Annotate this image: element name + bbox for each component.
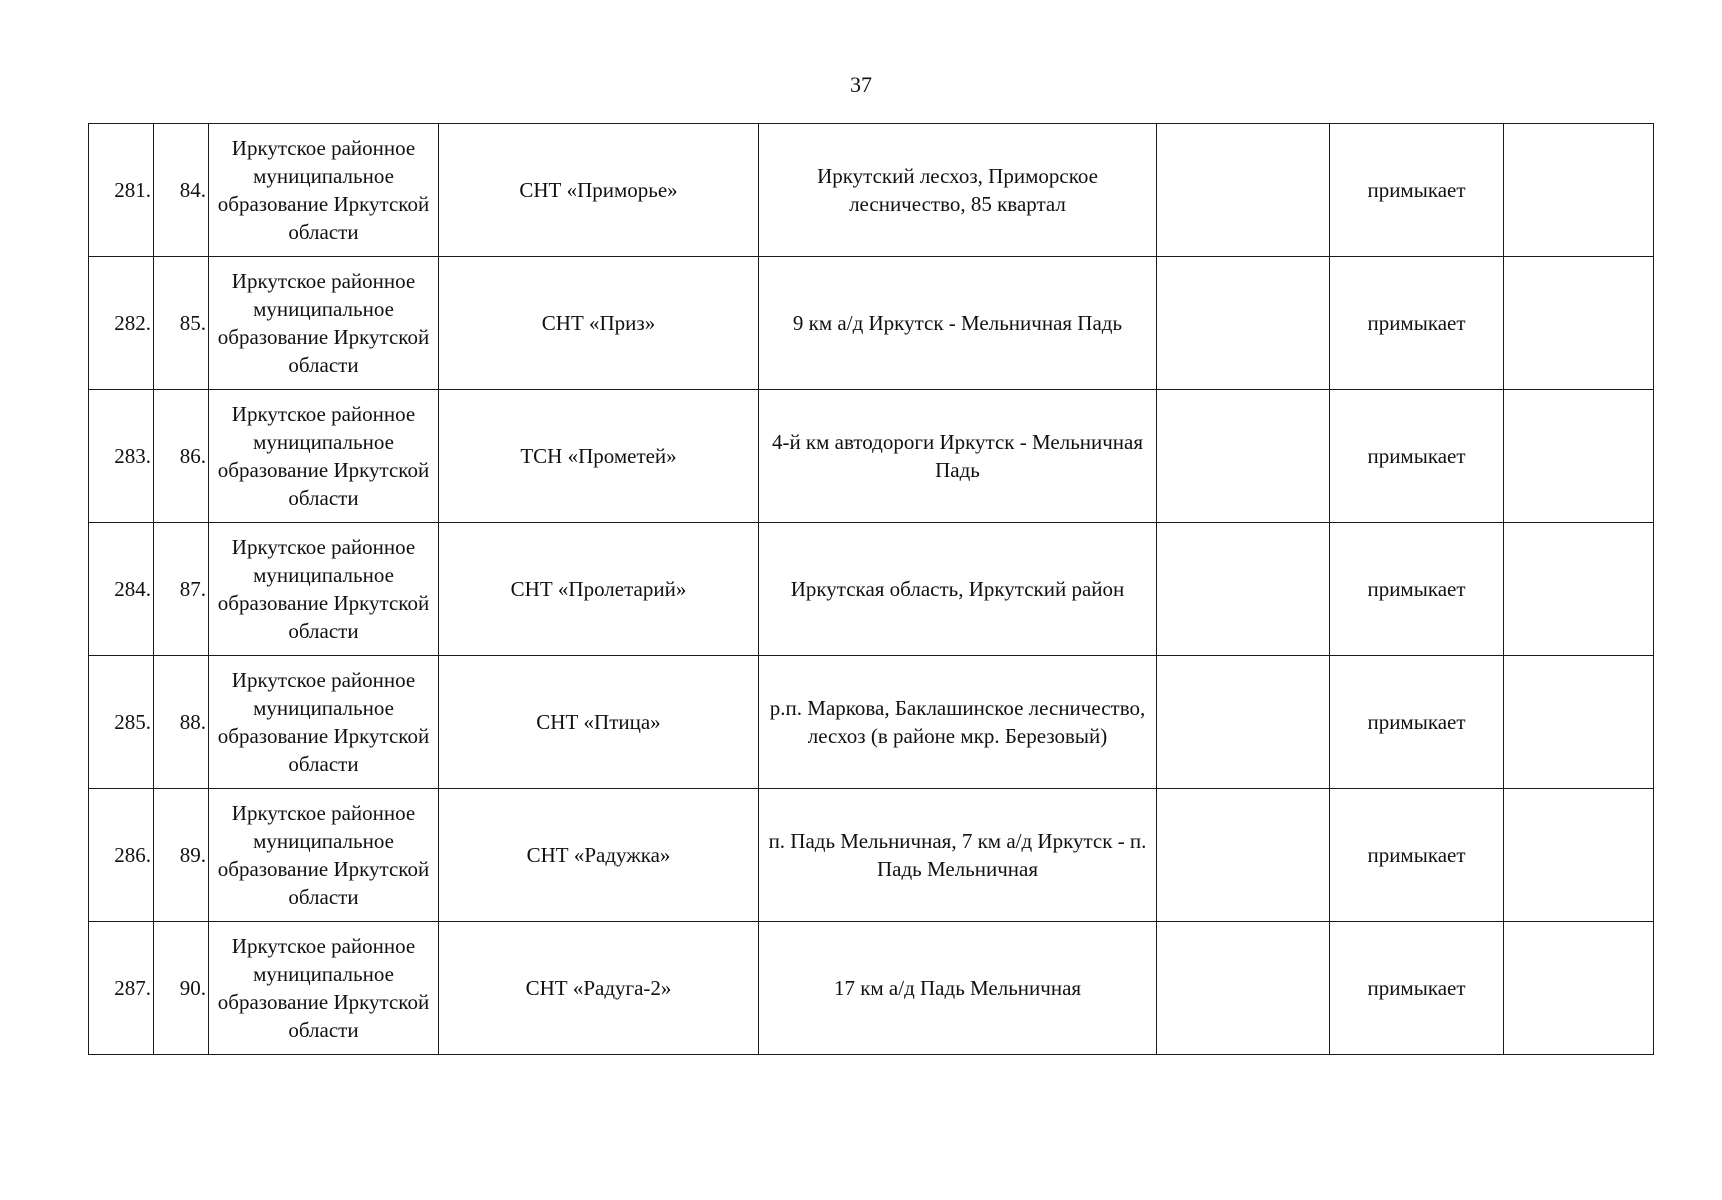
row-sub-index-cell: 90. [154,922,209,1055]
empty-cell [1504,922,1654,1055]
empty-cell [1157,789,1330,922]
location-cell: 17 км а/д Падь Мельничная [759,922,1157,1055]
empty-cell [1504,523,1654,656]
municipality-cell: Иркутское районное муниципальное образование Иркутской области [209,523,439,656]
row-index-cell: 283. [89,390,154,523]
status-cell: примыкает [1330,257,1504,390]
registry-table [88,123,1654,1055]
row-sub-index-cell: 87. [154,523,209,656]
location-cell: 4-й км автодороги Иркутск - Мельничная Падь [759,390,1157,523]
organization-name-cell: СНТ «Пролетарий» [439,523,759,656]
municipality-cell: Иркутское районное муниципальное образование Иркутской области [209,656,439,789]
empty-cell [1504,124,1654,257]
empty-cell [1157,523,1330,656]
status-cell: примыкает [1330,922,1504,1055]
empty-cell [1157,124,1330,257]
organization-name-cell: СНТ «Приз» [439,257,759,390]
empty-cell [1504,789,1654,922]
organization-name-cell: СНТ «Радуга-2» [439,922,759,1055]
status-cell: примыкает [1330,124,1504,257]
row-index-cell: 284. [89,523,154,656]
municipality-cell: Иркутское районное муниципальное образование Иркутской области [209,922,439,1055]
row-index-cell: 281. [89,124,154,257]
page-number: 37 [850,72,872,97]
empty-cell [1157,656,1330,789]
status-cell: примыкает [1330,789,1504,922]
empty-cell [1504,257,1654,390]
row-index-cell: 285. [89,656,154,789]
table-row [89,789,1654,922]
location-cell: р.п. Маркова, Баклашинское лесничество, лесхоз (в районе мкр. Березовый) [759,656,1157,789]
organization-name-cell: ТСН «Прометей» [439,390,759,523]
table-row [89,124,1654,257]
row-sub-index-cell: 86. [154,390,209,523]
location-cell: п. Падь Мельничная, 7 км а/д Иркутск - п. Падь Мельничная [759,789,1157,922]
row-sub-index-cell: 84. [154,124,209,257]
empty-cell [1157,257,1330,390]
table-row [89,523,1654,656]
status-cell: примыкает [1330,656,1504,789]
location-cell: Иркутский лесхоз, Приморское лесничество, 85 квартал [759,124,1157,257]
row-index-cell: 287. [89,922,154,1055]
organization-name-cell: СНТ «Птица» [439,656,759,789]
row-index-cell: 286. [89,789,154,922]
municipality-cell: Иркутское районное муниципальное образование Иркутской области [209,257,439,390]
row-sub-index-cell: 85. [154,257,209,390]
row-index-cell: 282. [89,257,154,390]
location-cell: 9 км а/д Иркутск - Мельничная Падь [759,257,1157,390]
table-row [89,922,1654,1055]
table-row [89,656,1654,789]
row-sub-index-cell: 89. [154,789,209,922]
table-row [89,390,1654,523]
empty-cell [1157,922,1330,1055]
empty-cell [1157,390,1330,523]
empty-cell [1504,390,1654,523]
empty-cell [1504,656,1654,789]
table-row [89,257,1654,390]
status-cell: примыкает [1330,390,1504,523]
row-sub-index-cell: 88. [154,656,209,789]
municipality-cell: Иркутское районное муниципальное образование Иркутской области [209,390,439,523]
municipality-cell: Иркутское районное муниципальное образование Иркутской области [209,124,439,257]
organization-name-cell: СНТ «Приморье» [439,124,759,257]
status-cell: примыкает [1330,523,1504,656]
location-cell: Иркутская область, Иркутский район [759,523,1157,656]
organization-name-cell: СНТ «Радужка» [439,789,759,922]
municipality-cell: Иркутское районное муниципальное образование Иркутской области [209,789,439,922]
